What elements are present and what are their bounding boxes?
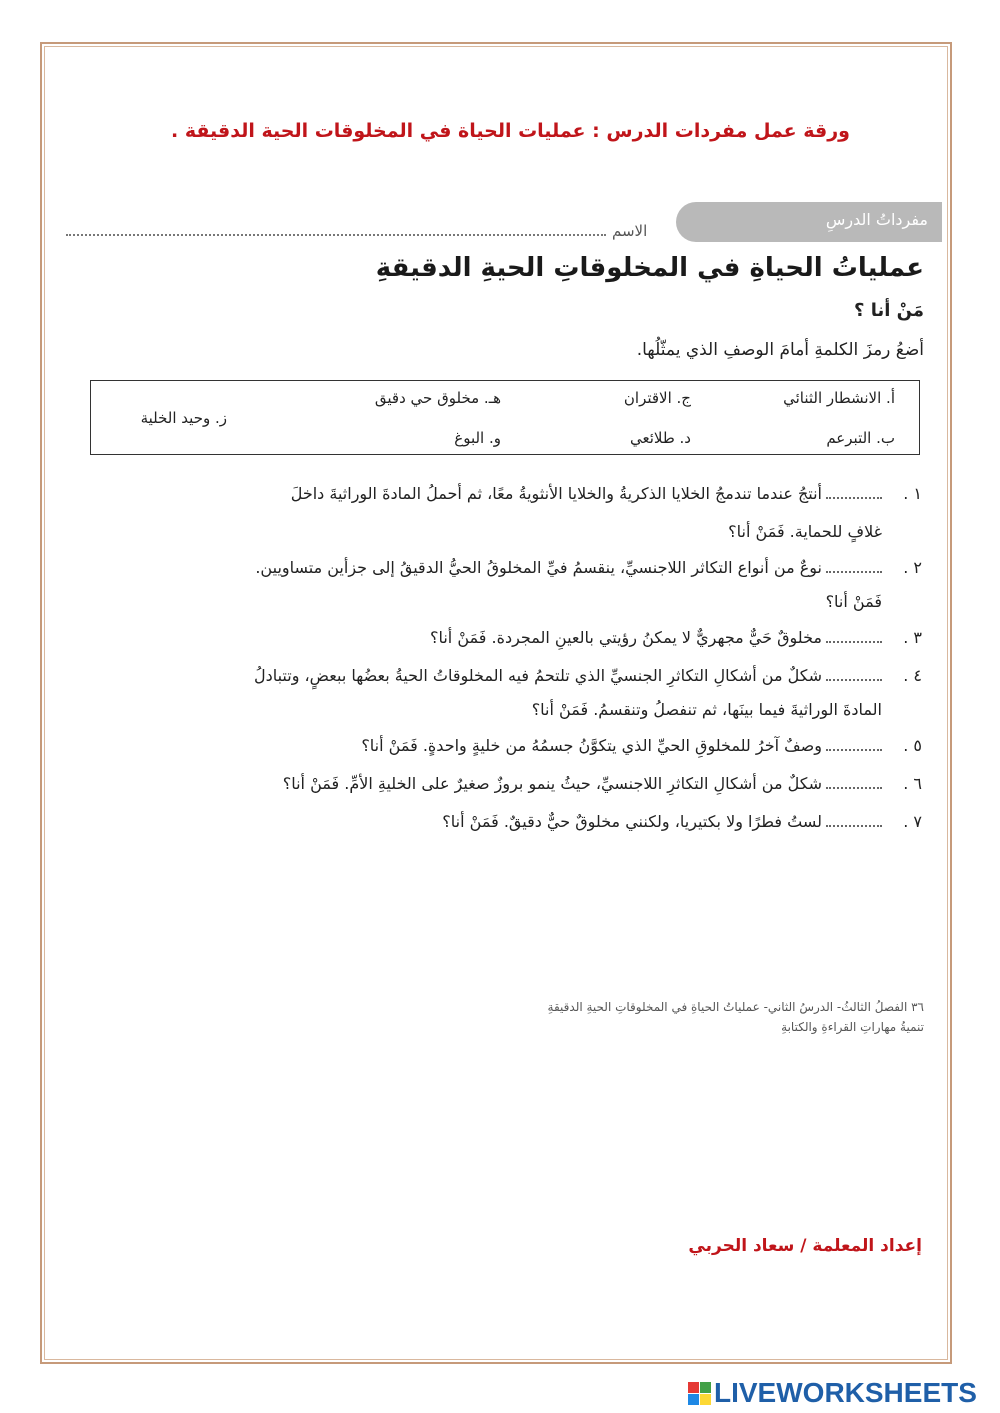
question-5-line-1: وصفٌ آخرُ للمخلوقِ الحيِّ الذي يتكوَّنُ جسمُهُ من خليةٍ واحدةٍ. فَمَنْ أنا؟: [361, 736, 882, 755]
worksheet-title: ورقة عمل مفردات الدرس : عمليات الحياة في المخلوقات الحية الدقيقة .: [171, 120, 850, 142]
name-field-line[interactable]: [66, 234, 606, 236]
option-b: ب. التبرعم: [826, 429, 895, 447]
footer-skills-line: تنميةُ مهاراتِ القراءةِ والكتابةِ: [781, 1020, 924, 1034]
question-7-blank[interactable]: [826, 825, 882, 827]
question-2-blank[interactable]: [826, 571, 882, 573]
word-bank-box: [90, 380, 920, 455]
option-a: أ. الانشطار الثنائي: [783, 389, 895, 407]
question-3-number: ٣ .: [903, 628, 922, 647]
question-6-line-1: شكلٌ من أشكالِ التكاثرِ اللاجنسيِّ، حيثُ ينمو بروزٌ صغيرٌ على الخليةِ الأمِّ. فَمَنْ أنا؟: [283, 774, 882, 793]
instruction-text: أضعُ رمزَ الكلمةِ أمامَ الوصفِ الذي يمثّلُها.: [636, 340, 924, 360]
logo-square-yellow: [700, 1394, 711, 1405]
question-1-line-1: أنتجُ عندما تندمجُ الخلايا الذكريةُ والخلايا الأنثويةُ معًا، ثم أحملُ المادةَ الوراثيةَ داخلَ: [291, 484, 882, 503]
vocabulary-tab-label: مفرداتُ الدرسِ: [825, 210, 928, 229]
liveworksheets-logo-text: LIVEWORKSHEETS: [714, 1377, 977, 1408]
question-4-line-1: شكلٌ من أشكالِ التكاثرِ الجنسيِّ الذي تلتحمُ فيه المخلوقاتُ الحيةُ بعضُها ببعضٍ، وتتبادلُ: [254, 666, 882, 685]
option-j: ج. الاقتران: [623, 389, 691, 407]
question-7-line-1: لستُ فطرًا ولا بكتيريا، ولكنني مخلوقٌ حيٌّ دقيقٌ. فَمَنْ أنا؟: [442, 812, 882, 831]
question-4-number: ٤ .: [903, 666, 922, 685]
liveworksheets-logo: [688, 1378, 977, 1408]
question-4-line-2: المادةَ الوراثيةَ فيما بينَها، ثم تنفصلُ وتنقسمُ. فَمَنْ أنا؟: [531, 700, 882, 719]
question-2-number: ٢ .: [903, 558, 922, 577]
option-h: هـ. مخلوق حي دقيق: [374, 389, 501, 407]
name-label: الاسم: [612, 222, 648, 240]
option-d: د. طلائعي: [629, 429, 691, 447]
question-2-line-2: فَمَنْ أنا؟: [825, 592, 882, 611]
question-5-number: ٥ .: [903, 736, 922, 755]
question-2-line-1: نوعٌ من أنواع التكاثر اللاجنسيِّ، ينقسمُ فيِّ المخلوقُ الحيُّ الدقيقُ إلى جزأين متساويين.: [255, 558, 882, 577]
option-z: ز. وحيد الخلية: [140, 409, 227, 427]
question-6-number: ٦ .: [903, 774, 922, 793]
question-1-line-2: غلافٍ للحماية. فَمَنْ أنا؟: [728, 522, 882, 541]
logo-square-green: [700, 1382, 711, 1393]
question-5-blank[interactable]: [826, 749, 882, 751]
question-3-line-1: مخلوقٌ حَيٌّ مجهريٌّ لا يمكنُ رؤيتي بالعينِ المجردة. فَمَنْ أنا؟: [430, 628, 882, 647]
question-7-number: ٧ .: [903, 812, 922, 831]
question-6-blank[interactable]: [826, 787, 882, 789]
question-4-blank[interactable]: [826, 679, 882, 681]
lesson-title: عملياتُ الحياةِ في المخلوقاتِ الحيةِ الدقيقةِ: [375, 253, 924, 283]
footer-chapter-line: ٣٦ الفصلُ الثالثُ- الدرسُ الثاني- عملياتُ الحياةِ في المخلوقاتِ الحيةِ الدقيقةِ: [547, 1000, 924, 1014]
liveworksheets-logo-icon: [688, 1382, 711, 1405]
logo-square-blue: [688, 1394, 699, 1405]
question-1-blank[interactable]: [826, 497, 882, 499]
question-3-blank[interactable]: [826, 641, 882, 643]
question-1-number: ١ .: [903, 484, 922, 503]
author-credit: إعداد المعلمة / سعاد الحربي: [688, 1236, 922, 1256]
logo-square-red: [688, 1382, 699, 1393]
who-am-i-heading: مَنْ أنا ؟: [853, 300, 924, 321]
option-w: و. البوغ: [454, 429, 501, 447]
